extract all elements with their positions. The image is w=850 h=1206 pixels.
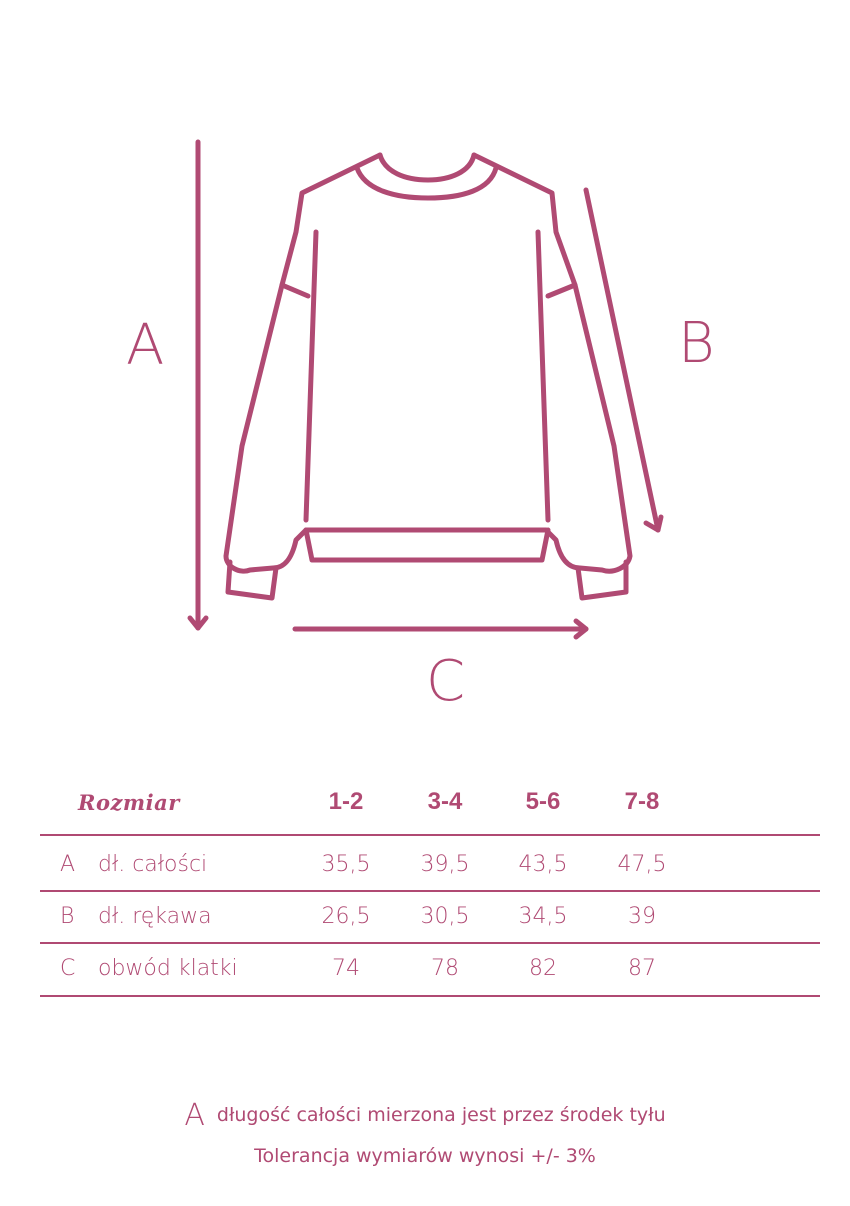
size-header-4: 7-8 <box>624 788 660 815</box>
arrow-a <box>190 142 206 628</box>
row-value: 34,5 <box>518 904 568 929</box>
footnote-text: długość całości mierzona jest przez środek tyłu <box>216 1104 666 1126</box>
row-name: dł. całości <box>98 852 208 877</box>
row-value: 87 <box>628 956 656 981</box>
hem-band <box>306 530 548 560</box>
row-name: obwód klatki <box>98 956 238 981</box>
row-value: 78 <box>431 956 459 981</box>
row-value: 74 <box>332 956 360 981</box>
row-value: 82 <box>529 956 557 981</box>
table-row <box>40 840 820 890</box>
footnote-letter: A <box>184 1098 205 1133</box>
row-value: 43,5 <box>518 852 568 877</box>
size-header-3: 5-6 <box>525 788 561 815</box>
collar-band <box>357 168 496 198</box>
row-value: 30,5 <box>420 904 470 929</box>
row-name: dł. rękawa <box>98 904 212 929</box>
right-shoulder-seam <box>548 285 575 296</box>
size-header-1: 1-2 <box>328 788 364 815</box>
table-row <box>40 892 820 942</box>
row-letter: B <box>60 904 75 929</box>
row-value: 26,5 <box>321 904 371 929</box>
left-shoulder-seam <box>282 285 308 296</box>
arrow-c <box>295 621 586 637</box>
footnote-line-1 <box>0 1098 850 1133</box>
measure-label-a: A <box>126 313 165 378</box>
footnote <box>0 1098 850 1167</box>
table-divider <box>40 995 820 997</box>
arrow-b <box>586 190 661 530</box>
right-side-seam <box>538 232 548 520</box>
row-letter: C <box>60 956 76 981</box>
row-letter: A <box>60 852 76 877</box>
table-divider <box>40 834 820 836</box>
measure-label-c: C <box>426 649 466 714</box>
row-value: 35,5 <box>321 852 371 877</box>
left-side-seam <box>306 232 316 520</box>
sweatshirt-outline <box>226 155 630 571</box>
footnote-line-2: Tolerancja wymiarów wynosi +/- 3% <box>254 1145 596 1167</box>
row-value: 47,5 <box>617 852 667 877</box>
measure-label-b: B <box>678 311 715 376</box>
collar <box>380 155 474 180</box>
row-value: 39 <box>628 904 656 929</box>
table-row <box>40 944 820 994</box>
size-header-2: 3-4 <box>427 788 463 815</box>
row-value: 39,5 <box>420 852 470 877</box>
size-header-title: Rozmiar <box>78 790 180 815</box>
